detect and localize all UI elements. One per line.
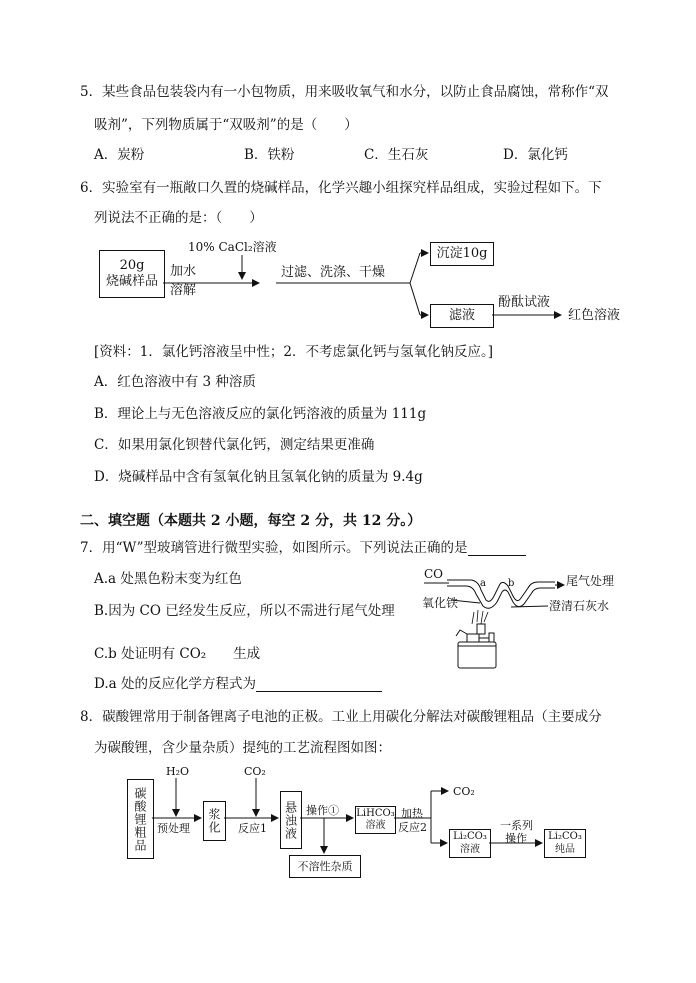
q7-fig-iron-oxide: 氧化铁 — [422, 596, 459, 610]
q5-option-c: C．生石灰 — [364, 147, 429, 163]
q7-option-b: B.因为 CO 已经发生反应，所以不需进行尾气处理 — [94, 603, 395, 619]
q8-slurry-box: 浆化 — [203, 801, 226, 841]
q8-pretreat-label: 预处理 — [157, 822, 190, 835]
q8-crude-box: 碳酸锂粗品 — [127, 779, 154, 859]
q8-li2co3-solution-label: 溶液 — [460, 843, 480, 855]
q7-apparatus — [424, 580, 564, 668]
q6-step2-label: 过滤、洗涤、干燥 — [281, 265, 386, 280]
q6-stem-line2: 列说法不正确的是：（ ） — [94, 210, 263, 226]
q6-step1-top: 加水 — [170, 264, 197, 279]
q8-lihco3-solution: 溶液 — [365, 820, 386, 831]
q7-fig-tail: 尾气处理 — [566, 574, 615, 588]
q7-option-a: A.a 处黑色粉末变为红色 — [94, 571, 242, 587]
q8-reaction2-label: 反应2 — [398, 821, 427, 834]
q6-note: [资料：1．氯化钙溶液呈中性；2．不考虑氯化钙与氢氧化钠反应。] — [94, 344, 493, 360]
q6-option-d: D．烧碱样品中含有氢氧化钠且氢氧化钠的质量为 9.4g — [94, 469, 423, 485]
q6-option-c: C．如果用氯化钡替代氯化钙，测定结果更准确 — [94, 437, 375, 453]
q8-reaction1-label: 反应1 — [238, 822, 267, 835]
q6-reagent-label: 10% CaCl₂溶液 — [188, 240, 277, 254]
q6-filtrate-box: 滤液 — [430, 304, 494, 328]
q6-sample-name: 烧碱样品 — [105, 274, 158, 289]
q6-stem-line1: 6．实验室有一瓶敞口久置的烧碱样品，化学兴趣小组探究样品组成，实验过程如下。下 — [80, 180, 602, 196]
q5-option-a: A．炭粉 — [94, 147, 145, 163]
q8-operation1-label: 操作① — [306, 804, 339, 817]
q7-option-d-text: D.a 处的反应化学方程式为 — [94, 676, 256, 692]
q8-li2co3-pure-label: 纯品 — [555, 843, 575, 855]
q5-stem-line1: 5．某些食品包装袋内有一小包物质，用来吸收氧气和水分，以防止食品腐蚀，常称作“双 — [80, 84, 609, 100]
q8-h2o-label: H₂O — [166, 765, 190, 778]
q8-co2-in-label: CO₂ — [244, 765, 266, 778]
q8-suspension-box: 悬浊液 — [280, 791, 302, 849]
q5-option-d: D．氯化钙 — [503, 147, 568, 163]
section-title: 二、填空题（本题共 2 小题，每空 2 分，共 12 分。） — [80, 513, 422, 529]
q8-series-line1: 一系列 — [500, 819, 533, 832]
q6-result-label: 红色溶液 — [568, 308, 621, 323]
q6-option-b: B．理论上与无色溶液反应的氯化钙溶液的质量为 111g — [94, 406, 427, 422]
q8-li2co3-solution-formula: Li₂CO₃ — [453, 831, 487, 842]
q7-fig-co: CO — [424, 567, 444, 581]
q8-series-line2: 操作 — [505, 832, 527, 845]
q6-branch-down — [410, 283, 420, 315]
q7-fig-a: a — [480, 578, 486, 589]
q6-branch-up — [410, 253, 420, 283]
q8-co2-out-label: CO₂ — [453, 785, 475, 798]
q5-option-b: B．铁粉 — [244, 147, 295, 163]
q6-indicator-label: 酚酞试液 — [498, 295, 551, 310]
q7-stem-text: 7．用“W”型玻璃管进行微型实验，如图所示。下列说法正确的是 — [80, 540, 468, 556]
q7-fig-limewater: 澄清石灰水 — [549, 599, 610, 613]
q5-stem-line2: 吸剂”，下列物质属于“双吸剂”的是（ ） — [94, 117, 358, 133]
q6-step1-bottom: 溶解 — [170, 283, 197, 298]
q6-sample-mass: 20g — [119, 257, 145, 273]
q8-lihco3-formula: LiHCO₃ — [356, 807, 395, 819]
q8-insoluble-box: 不溶性杂质 — [289, 855, 361, 878]
q6-precipitate-box: 沉淀10g — [430, 242, 494, 266]
q8-heat-label: 加热 — [401, 807, 423, 820]
q8-stem-line2: 为碳酸锂，含少量杂质）提纯的工艺流程图如图： — [94, 740, 391, 756]
q7-option-c: C.b 处证明有 CO₂ 生成 — [94, 646, 261, 662]
q6-option-a: A．红色溶液中有 3 种溶质 — [94, 374, 256, 390]
q7-fig-b: b — [508, 578, 515, 589]
q8-stem-line1: 8．碳酸锂常用于制备锂离子电池的正极。工业上用碳化分解法对碳酸锂粗品（主要成分 — [80, 709, 602, 725]
q8-li2co3-pure-formula: Li₂CO₃ — [548, 831, 582, 842]
